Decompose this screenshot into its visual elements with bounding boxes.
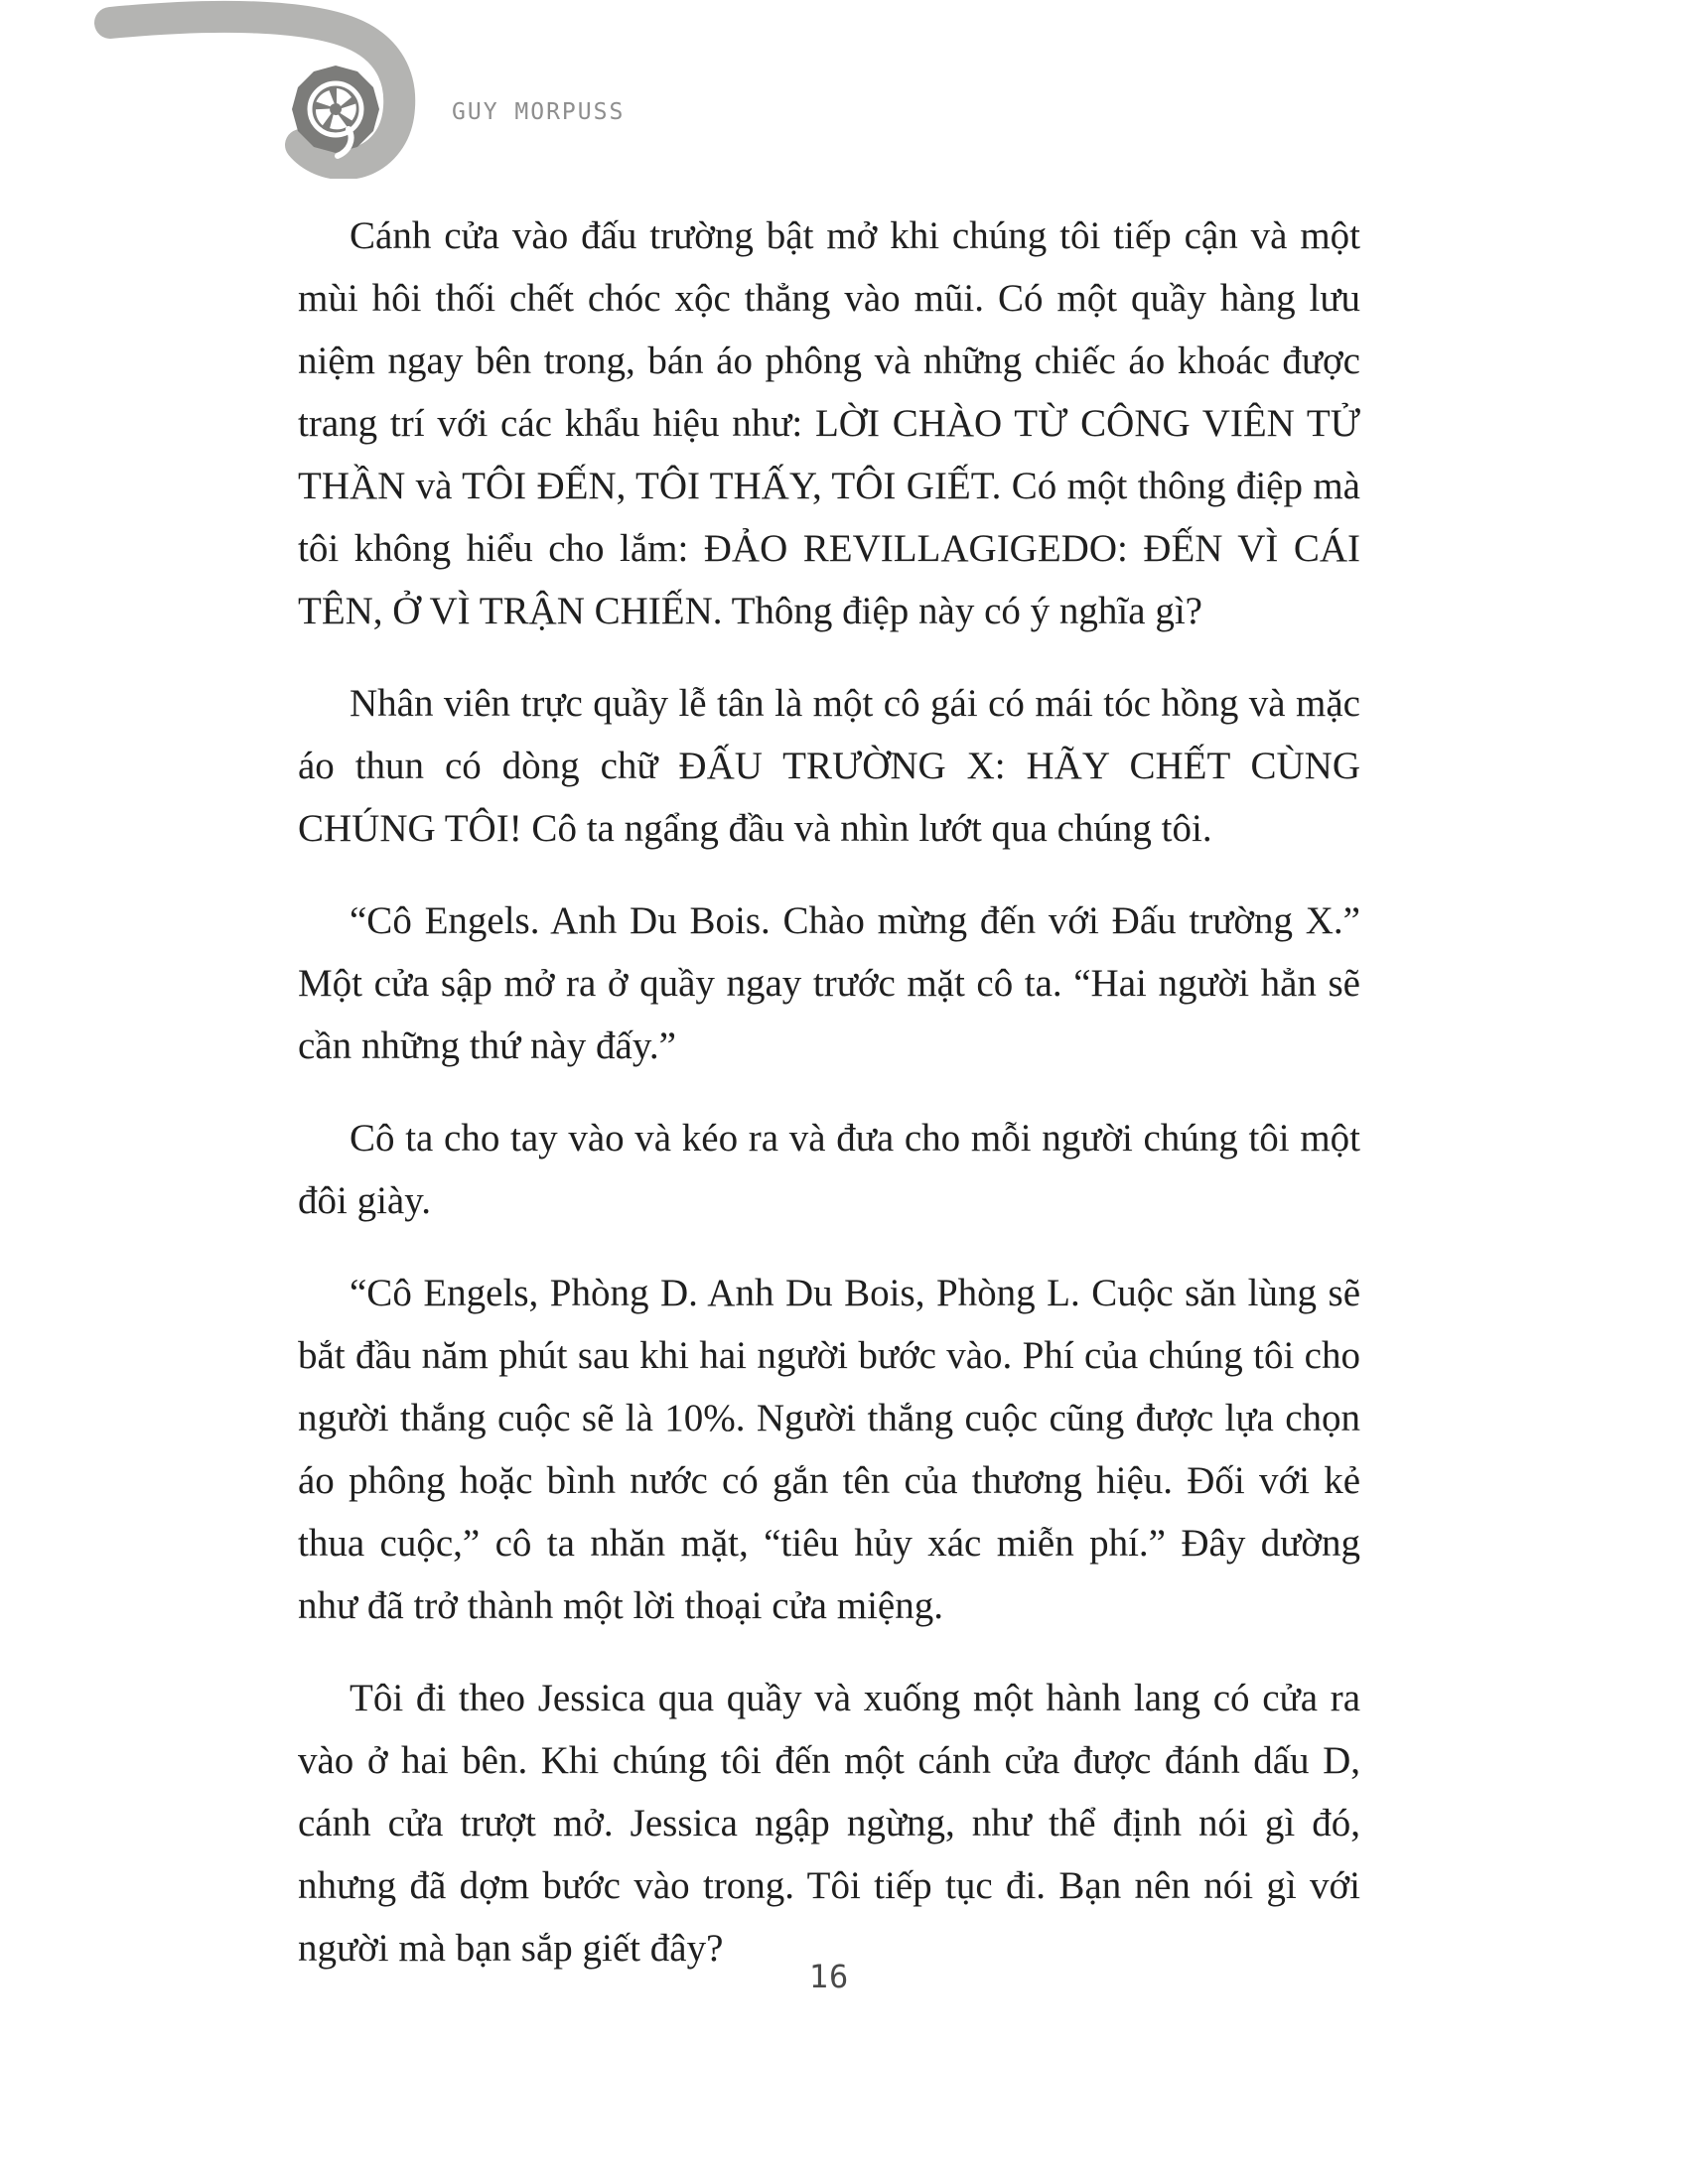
page-number: 16	[808, 1958, 850, 1995]
publisher-swoosh-logo	[94, 0, 422, 179]
body-paragraph: “Cô Engels. Anh Du Bois. Chào mừng đến với Đấu trường X.” Một cửa sập mở ra ở quầy ngay trước mặt cô ta. “Hai người hẳn sẽ cần những thứ này đấy.”	[298, 899, 1360, 1067]
body-text	[298, 205, 1360, 2009]
body-paragraph: Tôi đi theo Jessica qua quầy và xuống một hành lang có cửa ra vào ở hai bên. Khi chúng tôi đến một cánh cửa được đánh dấu D, cánh cửa trượt mở. Jessica ngập ngừng, như thể định nói gì đó, nhưng đã dợm bước vào trong. Tôi tiếp tục đi. Bạn nên nói gì với người mà bạn sắp giết đây?	[298, 1677, 1360, 1970]
author-name: GUY MORPUSS	[452, 99, 626, 125]
body-paragraph: Cánh cửa vào đấu trường bật mở khi chúng tôi tiếp cận và một mùi hôi thối chết chóc xộc thẳng vào mũi. Có một quầy hàng lưu niệm ngay bên trong, bán áo phông và những chiếc áo khoác được trang trí với các khẩu hiệu như: LỜI CHÀO TỪ CÔNG VIÊN TỬ THẦN và TÔI ĐẾN, TÔI THẤY, TÔI GIẾT. Có một thông điệp mà tôi không hiểu cho lắm: ĐẢO REVILLAGIGEDO: ĐẾN VÌ CÁI TÊN, Ở VÌ TRẬN CHIẾN. Thông điệp này có ý nghĩa gì?	[298, 214, 1360, 632]
body-paragraph: Cô ta cho tay vào và kéo ra và đưa cho mỗi người chúng tôi một đôi giày.	[298, 1117, 1360, 1222]
body-paragraph: “Cô Engels, Phòng D. Anh Du Bois, Phòng L. Cuộc săn lùng sẽ bắt đầu năm phút sau khi hai người bước vào. Phí của chúng tôi cho người thắng cuộc sẽ là 10%. Người thắng cuộc cũng được lựa chọn áo phông hoặc bình nước có gắn tên của thương hiệu. Đối với kẻ thua cuộc,” cô ta nhăn mặt, “tiêu hủy xác miễn phí.” Đây dường như đã trở thành một lời thoại cửa miệng.	[298, 1272, 1360, 1627]
body-paragraph: Nhân viên trực quầy lễ tân là một cô gái có mái tóc hồng và mặc áo thun có dòng chữ ĐẤU TRƯỜNG X: HÃY CHẾT CÙNG CHÚNG TÔI! Cô ta ngẩng đầu và nhìn lướt qua chúng tôi.	[298, 682, 1360, 850]
